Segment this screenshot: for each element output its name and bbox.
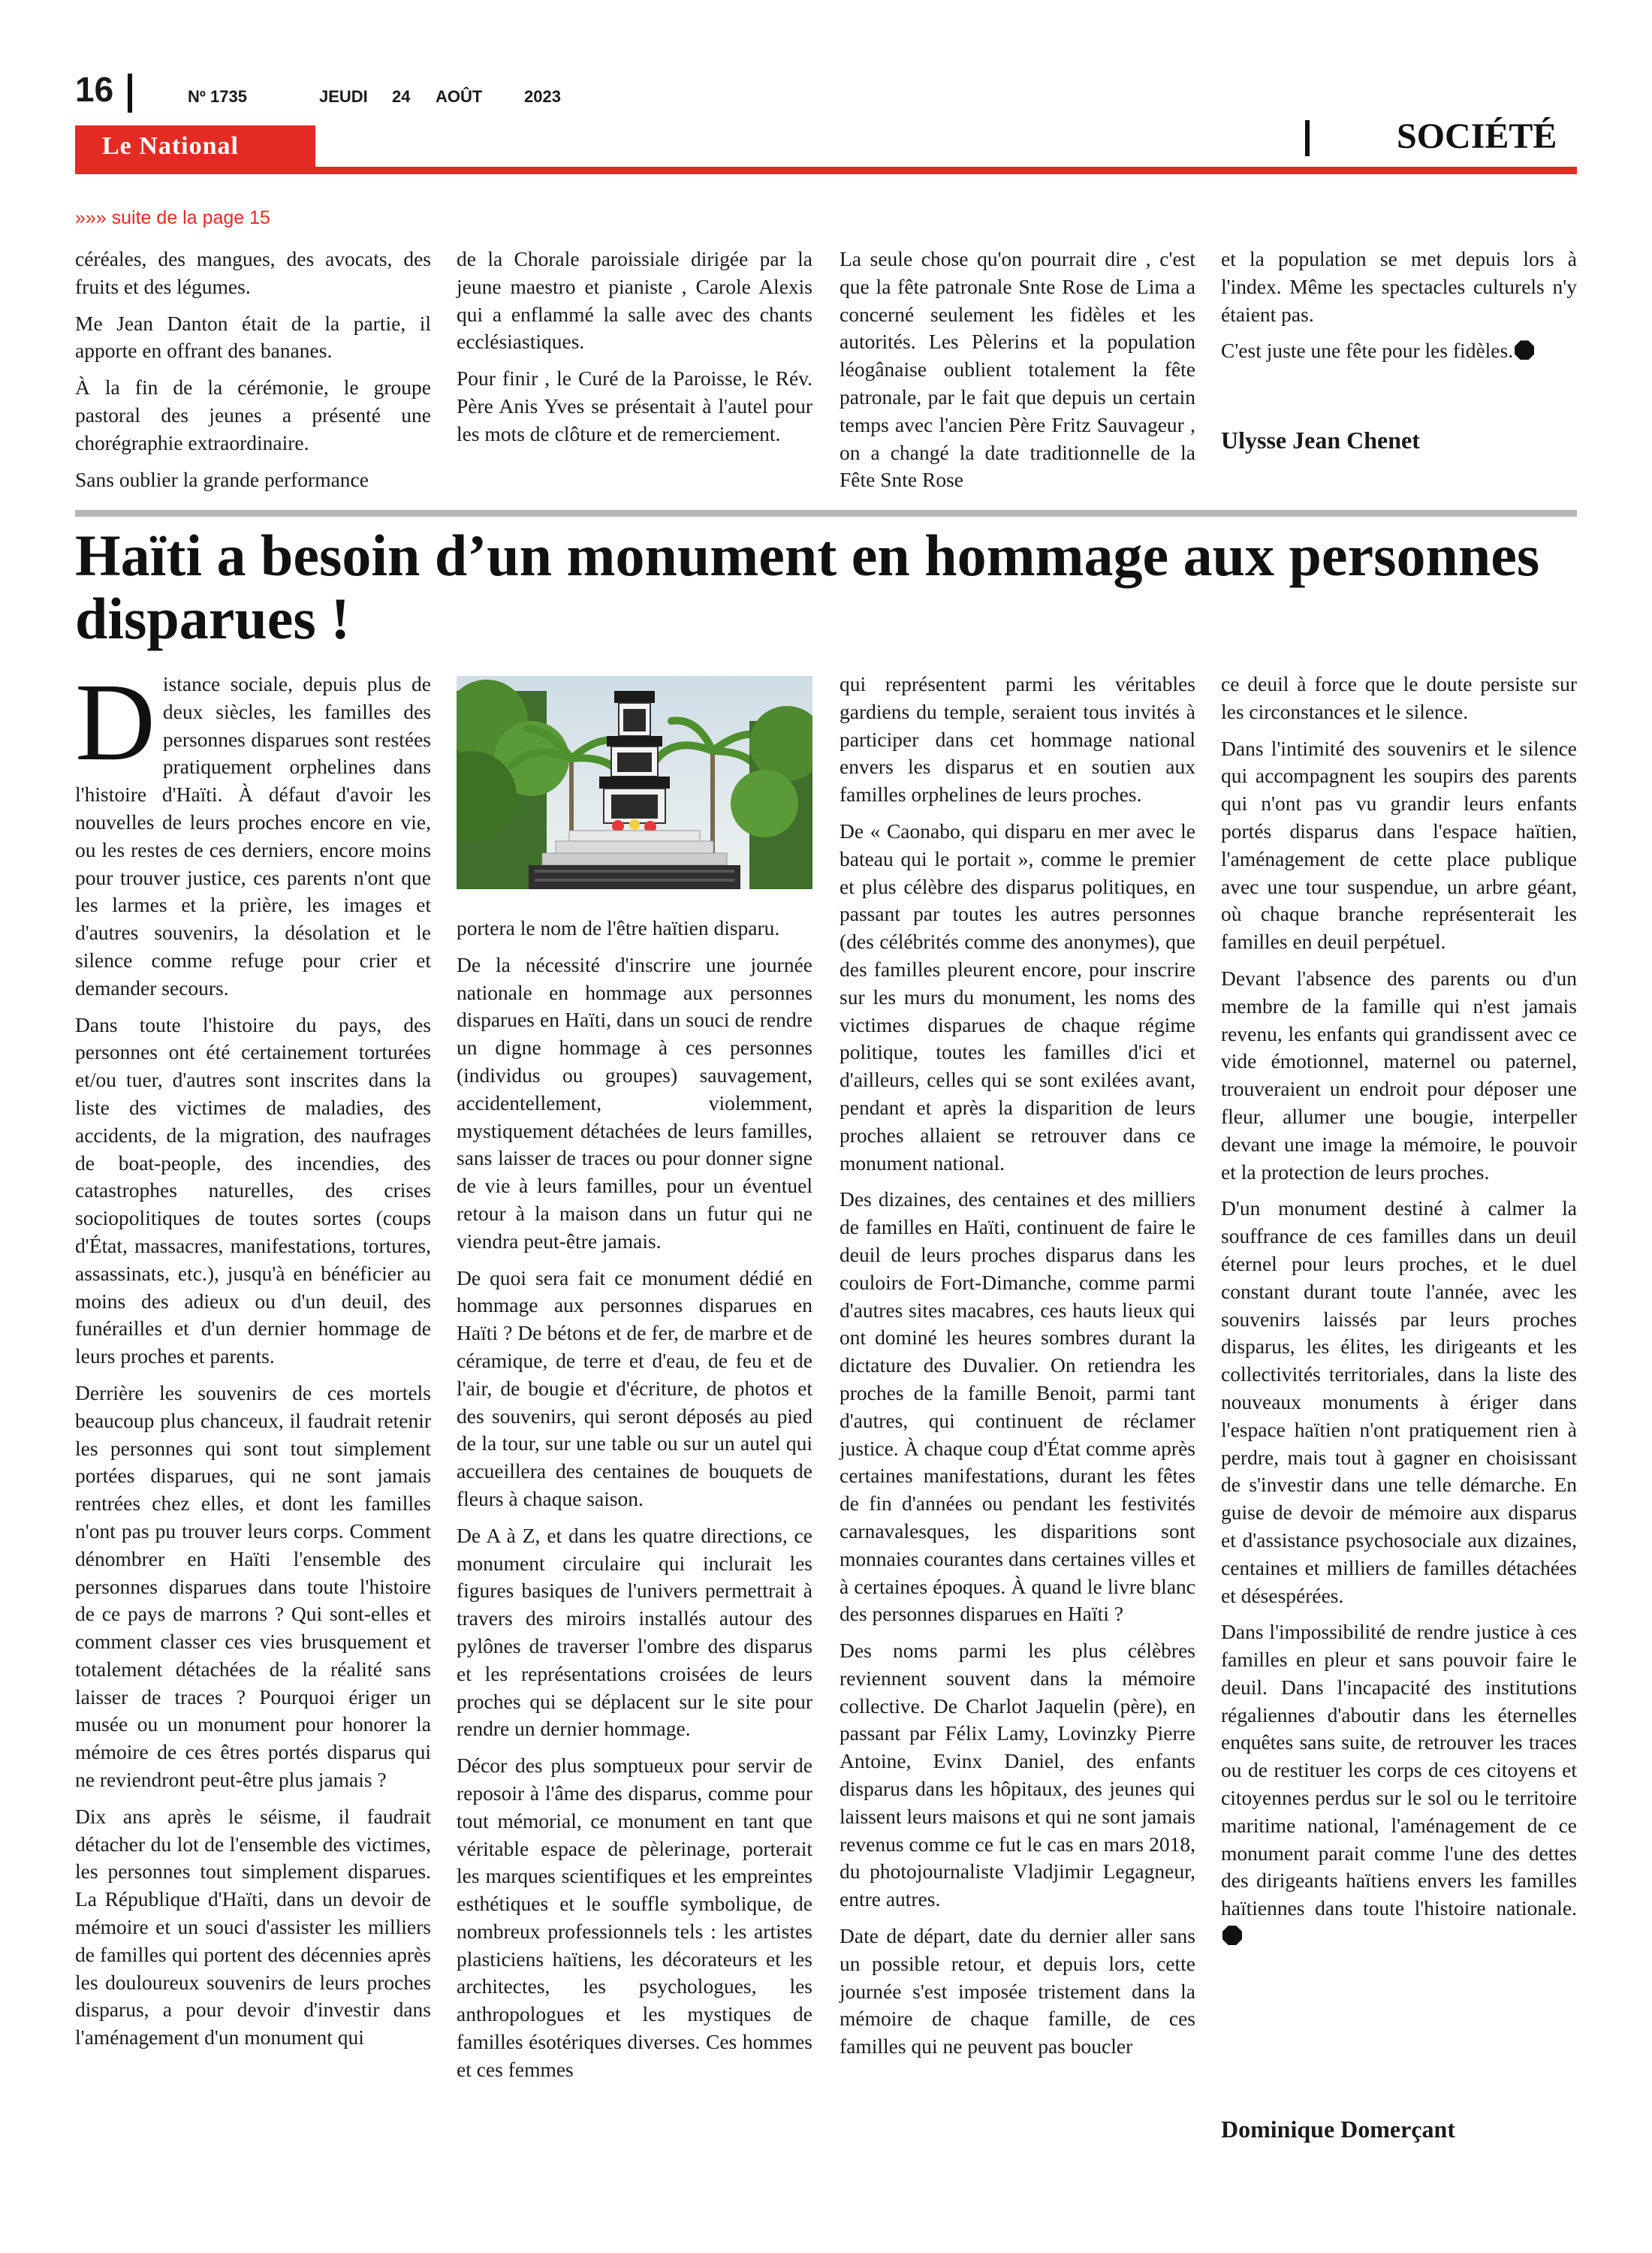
continuation-note: »»» suite de la page 15 [75, 207, 270, 228]
paragraph: De quoi sera fait ce monument dédié en hommage aux personnes disparues en Haïti ? De bétons et de fer, de marbre et de céramique, de terre et d'eau, de feu et de l'air, de bougie et d'écriture, de photos et des souvenirs, qui seront déposés au pied de la tour, sur une table ou sur un autel qui accueillera des centaines de bouquets de fleurs à chaque saison. [457, 1265, 812, 1510]
previous-article-column-2 [457, 246, 812, 457]
paragraph: À la fin de la cérémonie, le groupe pastoral des jeunes a présenté une chorégraphie extraordinaire. [75, 376, 431, 454]
paragraph: C'est juste une fête pour les fidèles. [1221, 339, 1514, 363]
paragraph-lead [75, 661, 431, 1003]
page-number-divider [128, 74, 132, 113]
author-byline: Dominique Domerçant [1221, 2116, 1455, 2143]
issue-date-number: 24 [392, 87, 411, 106]
section-title: SOCIÉTÉ [1397, 116, 1557, 156]
end-of-article-icon [1515, 340, 1534, 360]
paragraph: Décor des plus somptueux pour servir de reposoir à l'âme des disparus, comme pour tout mémorial, ce monument en tant que véritable espace de pèlerinage, porterait les marques scientifiques et les empreintes esthétiques et le souffle symbolique, de nombreux professionnels tels : les artistes plasticiens haïtiens, les décorateurs et les architectes, les psychologues, les anthropologues et les mystiques de familles ésotériques diverses. Ces hommes et ces femmes [457, 1754, 812, 2081]
paragraph: Date de départ, date du dernier aller sans un possible retour, et depuis lors, cette journée s'est imposée tristement dans la mémoire de chaque famille, de ces familles qui ne peuvent pas boucler [840, 1924, 1195, 2058]
previous-article-column-1 [75, 246, 431, 502]
article-column-2 [457, 915, 812, 2093]
paragraph: Dix ans après le séisme, il faudrait détacher du lot de l'ensemble des victimes, les personnes tout simplement disparues. La République d'Haïti, dans un devoir de mémoire et un souci d'assister les milliers de familles qui portent des décennies après les douloureux souvenirs de leurs proches disparus, a pour devoir d'investir dans l'aménagement d'un monument qui [75, 1804, 431, 2049]
paragraph: istance sociale, depuis plus de deux siècles, les familles des personnes disparues sont restées pratiquement orphelines dans l'histoire d'Haïti. À défaut d'avoir les nouvelles de leurs proches encore en vie, ou les restes de ces derniers, encore moins pour trouver justice, ces parents n'ont que les larmes et la prière, les images et d'autres souvenirs, la désolation et le silence comme refuge pour crier et demander secours. [75, 672, 431, 1000]
paragraph: De A à Z, et dans les quatre directions, ce monument circulaire qui inclurait les figures basiques de l'univers permettrait à travers des miroirs installés autour des pylônes de traverser l'ombre des disparus et les représentations croisées de leurs proches qui se déplacent sur le site pour rendre un dernier hommage. [457, 1523, 812, 1741]
paragraph-end [1221, 337, 1577, 365]
paragraph: Pour finir , le Curé de la Paroisse, le Rév. Père Anis Yves se présentait à l'autel pour les mots de clôture et de remerciement. [457, 366, 812, 445]
article-column-4 [1221, 671, 1577, 1959]
article-separator [75, 510, 1577, 517]
paragraph: De la nécessité d'inscrire une journée nationale en hommage aux personnes disparues en Haïti, dans un souci de rendre un digne hommage à ces personnes (individus ou groupes) sauvagement, accidentellement, violemment, mystiquement détachées de leurs familles, sans laisser de traces ou pour donner signe de vie à leurs familles, pour un éventuel retour à la maison dans un futur qui ne viendra peut-être jamais. [457, 952, 812, 1253]
monument-photo [457, 676, 812, 889]
paragraph: Des dizaines, des centaines et des milliers de familles en Haïti, continuent de faire le deuil de leurs proches disparus dans les couloirs de Fort-Dimanche, comme parmi d'autres sites macabres, ces hauts lieux qui ont dominé les heures sombres durant la dictature des Duvalier. On retiendra les proches de la famille Benoit, parmi tant d'autres, qui continuent de réclamer justice. À chaque coup d'État comme après certaines manifestations, durant les fêtes de fin d'années ou pendant les festivités carnavalesques, les disparitions sont monnaies courantes dans certaines villes et à certaines époques. À quand le livre blanc des personnes disparues en Haïti ? [840, 1187, 1195, 1626]
previous-article-column-3 [840, 246, 1195, 503]
paragraph: Dans toute l'histoire du pays, des personnes ont été certainement torturées et/ou tuer, d'autres sont inscrites dans la liste des victimes de maladies, des accidents, de la migration, des naufrages de boat-people, des incendies, des catastrophes naturelles, des crises sociopolitiques de toutes sortes (coups d'État, massacres, manifestations, tortures, assassinats, etc.), jusqu'à en bénéficier au moins des adieux ou d'un deuil, des funérailles et d'un dernier hommage de leurs proches et parents. [75, 1012, 431, 1368]
paragraph: Devant l'absence des parents ou d'un membre de la famille qui n'est jamais revenu, les enfants qui grandissent avec ce vide émotionnel, maternel ou paternel, trouveraient un endroit pour déposer une fleur, allumer une bougie, interpeller devant une image la mémoire, le pouvoir et la protection de leurs proches. [1221, 966, 1577, 1184]
paragraph: qui représentent parmi les véritables gardiens du temple, seraient tous invités à participer dans cet hommage national envers les disparus et en soutien aux familles orphelines de leurs proches. [840, 672, 1195, 807]
issue-number: Nº 1735 [188, 87, 247, 106]
article-headline: Haïti a besoin d’un monument en hommage aux personnes disparues ! [75, 523, 1540, 651]
paragraph: de la Chorale paroissiale dirigée par la jeune maestro et pianiste , Carole Alexis qui a enflammé la salle avec des chants ecclésiastiques. [457, 247, 812, 354]
paragraph: Dans l'intimité des souvenirs et le silence qui accompagnent les soupirs des parents qui n'ont pas vu grandir leurs enfants portés disparus dans l'espace haïtien, l'aménagement de cette place publique avec une tour suspendue, un arbre géant, où chaque branche représenterait les familles en deuil perpétuel. [1221, 736, 1577, 954]
previous-article-column-4 [1221, 246, 1577, 374]
paragraph: Me Jean Danton était de la partie, il apporte en offrant des bananes. [75, 311, 431, 363]
paragraph: ce deuil à force que le doute persiste sur les circonstances et le silence. [1221, 672, 1577, 723]
paragraph: Derrière les souvenirs de ces mortels beaucoup plus chanceux, il faudrait retenir les personnes qui sont tout simplement portées disparues, qui ne sont jamais rentrées chez elles, et dont les familles n'ont pas pu trouver leurs corps. Comment dénombrer en Haïti l'ensemble des personnes disparues dans toute l'histoire de ce pays de marrons ? Qui sont-elles et comment classer ces vies brusquement et totalement détachées de la réalité sans laisser de traces ? Pourquoi ériger un musée ou un monument pour honorer la mémoire de ces êtres portés disparus qui ne reviendront peut-être plus jamais ? [75, 1380, 431, 1792]
paragraph: portera le nom de l'être haïtien disparu. [457, 916, 780, 940]
paragraph: Sans oublier la grande performance [75, 467, 369, 491]
article-column-1 [75, 661, 431, 2061]
end-of-article-icon [1222, 1926, 1242, 1945]
paragraph: La seule chose qu'on pourrait dire , c'est que la fête patronale Snte Rose de Lima a concerné seulement les fidèles et les autorités. Les Pèlerins et la population léogânaise oublient totalement la fête patronale, par le fait que depuis un certain temps avec l'ancien Père Fritz Sauvageur , on a changé la date traditionnelle de la Fête Snte Rose [840, 247, 1195, 492]
paragraph: De « Caonabo, qui disparu en mer avec le bateau qui le portait », comme le premier et plus célèbre des disparus politiques, en passant par toutes les autres personnes (des célébrités comme des anonymes), que des familles pleurent encore, pour inscrire sur les murs du monument, les noms des victimes disparues de chaque régime politique, toutes les familles d'ici et d'ailleurs, celles qui se sont exilées avant, pendant et après la disparition de leurs proches allaient se retrouver dans ce monument national. [840, 819, 1195, 1175]
paragraph: céréales, des mangues, des avocats, des fruits et des légumes. [75, 247, 431, 298]
paragraph: Des noms parmi les plus célèbres reviennent souvent dans la mémoire collective. De Charlot Jaquelin (père), en passant par Félix Lamy, Lovinzky Pierre Antoine, Evinx Daniel, des enfants disparus dans les hôpitaux, des jeunes qui laissent leurs maisons et qui ne sont jamais revenus comme ce fut le cas en mars 2018, du photojournaliste Vladjimir Legagneur, entre autres. [840, 1639, 1195, 1911]
author-byline: Ulysse Jean Chenet [1221, 427, 1420, 454]
paragraph: Dans l'impossibilité de rendre justice à ces familles en pleur et sans pouvoir faire le deuil. Dans l'incapacité des institutions régaliennes d'aboutir dans les éternelles enquêtes sans suite, de retrouver les traces ou de restituer les corps de ces citoyens et citoyennes perdus sur le sol ou le territoire maritime national, l'aménagement de ce monument parait comme l'une des dettes des dirigeants haïtiens envers les familles haïtiennes dans toute l'histoire nationale. [1221, 1620, 1577, 1920]
article-column-3 [840, 671, 1195, 2070]
issue-day: JEUDI [319, 87, 368, 106]
paragraph: et la population se met depuis lors à l'index. Même les spectacles culturels n'y étaient pas. [1221, 247, 1577, 326]
page-number: 16 [75, 70, 114, 109]
issue-month: AOÛT [436, 87, 483, 106]
drop-cap: D [75, 661, 155, 784]
newspaper-brand: Le National [102, 132, 239, 160]
section-divider [1305, 120, 1310, 156]
header-rule [75, 167, 1577, 174]
issue-year: 2023 [524, 87, 561, 106]
paragraph-end [1221, 1618, 1577, 1950]
paragraph: D'un monument destiné à calmer la souffrance de ces familles dans un deuil éternel pour leurs proches, et le duel constant durant toute l'année, avec les souvenirs laissés par leurs proches disparus, les élites, les dirigeants et les collectivités territoriales, dans la liste des nouveaux monuments à ériger dans l'espace haïtien n'ont pratiquement rien à perdre, mais tout à gagner en choisissant de s'investir dans une telle démarche. En guise de devoir de mémoire aux disparus et d'assistance psychosociale aux dizaines, centaines et milliers de familles détachées et désespérées. [1221, 1196, 1577, 1607]
